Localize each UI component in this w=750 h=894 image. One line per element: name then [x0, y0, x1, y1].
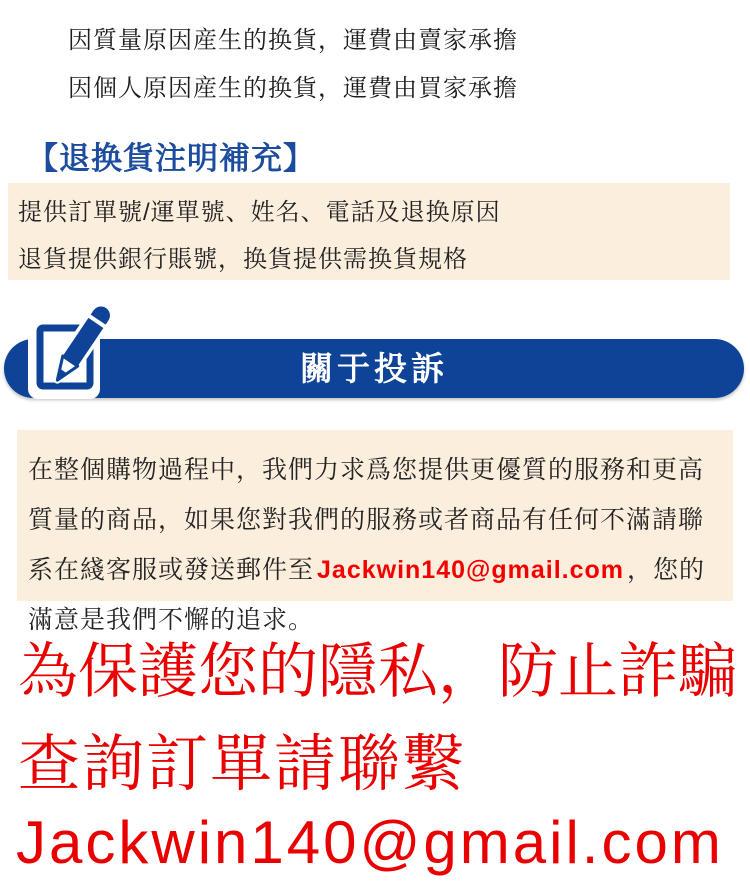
complaint-text-before: 在整個購物過程中，我們力求爲您提供更優質的服務和更高質量的商品，如果您對我們的服務或者商品有任何不滿請聯系在綫客服或發送郵件至 — [28, 456, 705, 584]
supplement-heading: 【退换貨注明補充】 — [27, 141, 315, 176]
complaint-body-box — [17, 430, 733, 634]
supplement-box — [8, 183, 730, 280]
pencil-notepad-icon — [28, 302, 124, 403]
supplement-line-2: 退貨提供銀行賬號，换貨提供需换貨規格 — [18, 246, 468, 273]
exchange-note-quality: 因質量原因産生的换貨，運費由賣家承擔 — [68, 27, 518, 54]
privacy-line-2: 查詢訂單請聯繫 — [18, 730, 467, 799]
complaint-email-link[interactable]: Jackwin140@gmail.com — [317, 556, 625, 584]
supplement-line-1: 提供訂單號/運單號、姓名、電話及退换原因 — [18, 199, 501, 226]
complaint-text — [17, 430, 733, 645]
complaint-banner-title: 關于投訴 — [300, 350, 448, 387]
privacy-email: Jackwin140@gmail.com — [16, 809, 724, 876]
privacy-line-1: 為保護您的隱私，防止詐騙 — [18, 638, 738, 705]
exchange-note-personal: 因個人原因産生的换貨，運費由買家承擔 — [68, 75, 518, 102]
complaint-text-after: ，您的滿意是我們不懈的追求。 — [28, 556, 706, 634]
